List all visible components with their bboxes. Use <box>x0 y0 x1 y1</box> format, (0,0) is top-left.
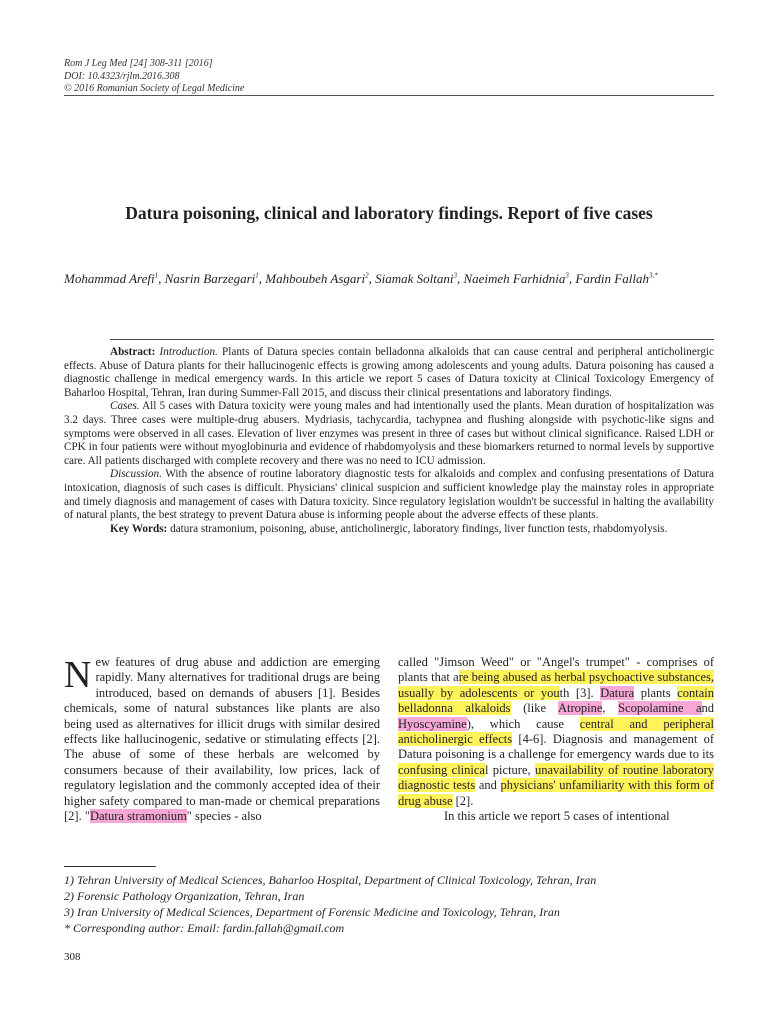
author-affiliation: 3 <box>565 271 569 280</box>
body-text: plants <box>634 685 678 700</box>
author-affiliation: 1 <box>255 271 259 280</box>
body-text: [4-6]. Diagnosis and management of Datura poisoning is a challenge for emergency wards due to its <box>398 732 715 762</box>
author-affiliation: 1 <box>154 271 159 280</box>
body-text: ew features of drug abuse and addiction are emerging rapidly. Many alternatives for traditional drugs are being introduced, based on demands of abusers [1]. Besides chemicals, some of natural substances like plants are also being used as alternatives for illicit drugs with similar desired effects like hallucinogenic, sedative or stimulating effects [2]. The abuse of some of these herbals are welcomed by consumers because of their availability, low prices, lack of regulatory legislation and the commonly accepted idea of their higher safety compared to man-made or chemical preparations [2]. " <box>64 655 380 824</box>
highlight-yellow: confusing clinica <box>398 762 485 777</box>
cases-text: All 5 cases with Datura toxicity were young males and had intentionally used the plants. Mean duration of hospitalization was 3.2 days. Three cases were multiple-drug abusers. Mydriasis, tachycardia, tachypnea and flushing alongside with psychotic-like signs and symptoms were observed in all cases. Elevation of liver enzymes was present in three of cases but without clinical significance. Raised LDH or CPK in four patients were without myoglobinuria and evidence of rhabdomyolysis and these biomarkers returned to normal levels by supportive care. All patients discharged with complete recovery and there was no need to ICU admission. <box>64 400 714 467</box>
footnote-corresponding-author: * Corresponding author: Email: fardin.fallah@gmail.com <box>64 921 345 935</box>
body-text: called "Jimson Weed" or "Angel's trumpet" - comprises of plants that a <box>398 655 714 685</box>
footnote-affiliation-3: 3) Iran University of Medical Sciences, Department of Forensic Medicine and Toxicology, Tehran, Iran <box>64 905 560 919</box>
copyright: © 2016 Romanian Society of Legal Medicine <box>64 83 245 94</box>
body-column-left <box>64 655 380 824</box>
body-text: l picture, <box>484 762 535 777</box>
abstract-divider <box>110 339 714 340</box>
intro-paragraph <box>64 655 380 824</box>
author-name: Fardin Fallah <box>575 271 649 286</box>
highlight-pink: Atropine <box>557 701 603 716</box>
abstract-introduction <box>64 346 714 400</box>
article-title: Datura poisoning, clinical and laboratory findings. Report of five cases <box>125 203 653 223</box>
journal-header <box>64 58 714 96</box>
drop-cap: N <box>64 654 92 696</box>
body-column-right <box>398 655 714 824</box>
author-affiliation: 3,* <box>648 271 658 280</box>
highlight-yellow: contain belladonna alkaloids <box>398 685 714 716</box>
intro-label: Introduction. <box>159 346 218 358</box>
abstract-discussion <box>64 468 714 522</box>
highlight-pink: Hyoscyamine <box>398 716 467 731</box>
footnote-affiliation-1: 1) Tehran University of Medical Sciences, Baharloo Hospital, Department of Clinical Toxicology, Tehran, Iran <box>64 873 597 887</box>
author-name: Mohammad Arefi <box>64 271 155 286</box>
highlight-yellow: physicians' unfamiliarity with this form of drug abuse <box>398 778 714 808</box>
discussion-text: With the absence of routine laboratory diagnostic tests for alkaloids and complex and confusing presentations of Datura intoxication, diagnosis of such cases is difficult. Physicians' clinical suspicion and sufficient knowledge play the mainstay roles in appropriate and timely diagnosis and management of cases with Datura toxicity. Since regulatory legislation wouldn't be successful in halting the availability of natural plants, the best strategy to prevent Datura abuse is informing people about the adverse effects of these plants. <box>64 468 714 522</box>
author-name: Naeimeh Farhidnia <box>463 271 566 286</box>
highlight-pink: Datura stramonium <box>89 809 187 824</box>
discussion-label: Discussion. <box>110 468 162 481</box>
body-text: th [3]. <box>559 685 601 700</box>
page-number: 308 <box>64 951 81 963</box>
doi: DOI: 10.4323/rjlm.2016.308 <box>64 70 180 82</box>
body-text: ), which cause <box>466 716 580 731</box>
author-name: Mahboubeh Asgari <box>265 271 366 286</box>
body-text: " species - also <box>186 809 262 824</box>
footnotes <box>64 872 714 936</box>
footnote-affiliation-2: 2) Forensic Pathology Organization, Tehran, Iran <box>64 889 305 903</box>
body-text: and <box>475 778 501 793</box>
keywords-label: Key Words: <box>110 522 168 535</box>
abstract <box>64 346 714 536</box>
highlight-yellow: central and peripheral anticholinergic effects <box>398 716 714 747</box>
highlight-pink: Datura <box>600 685 635 700</box>
keywords-text: datura stramonium, poisoning, abuse, anticholinergic, laboratory findings, liver function tests, rhabdomyolysis. <box>170 522 668 535</box>
author-name: Nasrin Barzegari <box>164 271 256 286</box>
highlight-pink: Scopolamine a <box>618 701 702 716</box>
author-name: Siamak Soltani <box>375 271 454 286</box>
author-list: Mohammad Arefi$^1$, Nasrin Barzegari$^1$, Mahboubeh Asgari$^2$, Siamak Soltani$^3$, Naeimeh Farhidnia$^3$, Fardin Fallah$^{3,*}$ <box>64 271 658 286</box>
author-affiliation: 3 <box>453 271 457 280</box>
author-affiliation: 2 <box>365 271 369 280</box>
body-text: (like <box>510 701 558 716</box>
cases-label: Cases. <box>110 400 140 413</box>
body-text: [2]. <box>452 793 474 808</box>
abstract-cases <box>64 400 714 468</box>
journal-citation: Rom J Leg Med [24] 308-311 [2016] <box>64 58 213 69</box>
intro-text: Plants of Datura species contain belladonna alkaloids that can cause central and peripheral anticholinergic effects. Abuse of Datura plants for their hallucinogenic effects is growing among adolescents and young adults. Datura poisoning has caused a diagnostic challenge in medical emergency wards. In this article we report 5 cases of Datura toxicity at Clinical Toxicology Emergency of Baharloo Hospital, Tehran, Iran during Summer-Fall 2015, and discuss their clinical presentations and laboratory findings. <box>64 346 714 399</box>
header-divider <box>64 95 714 96</box>
abstract-label: Abstract: <box>110 346 156 358</box>
body-text: , <box>602 701 619 716</box>
body-paragraph: In this article we report 5 cases of intentional <box>444 809 670 824</box>
highlight-yellow: re being abused as herbal psychoactive substances, usually by adolescents or you <box>398 670 714 700</box>
highlight-yellow: unavailability of routine laboratory diagnostic tests <box>398 762 714 793</box>
body-text: nd <box>701 701 715 716</box>
abstract-keywords <box>64 523 714 537</box>
body-paragraph <box>398 655 714 809</box>
footnote-divider <box>64 866 156 867</box>
